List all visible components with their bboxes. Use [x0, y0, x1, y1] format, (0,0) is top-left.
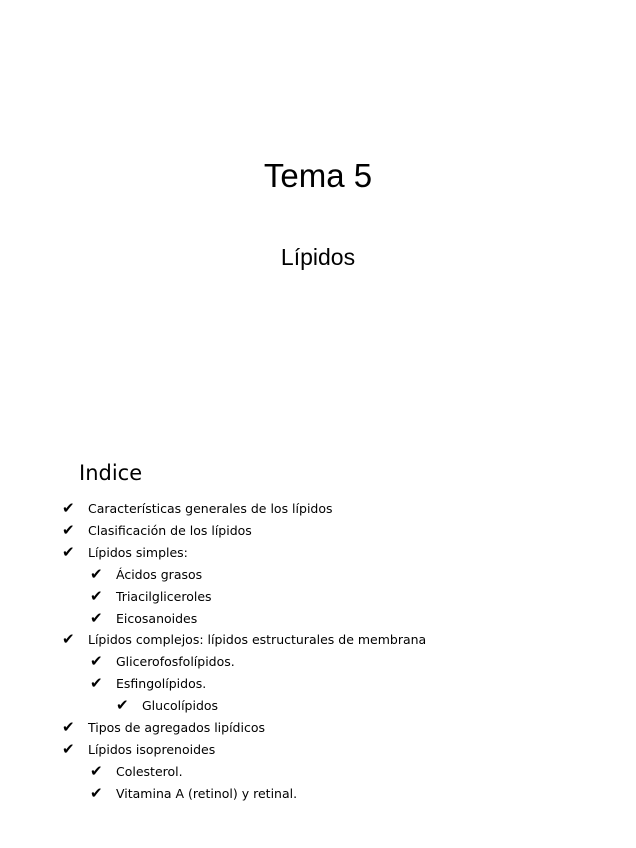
index-item-label: Colesterol.: [116, 764, 183, 779]
check-mark-icon: ✔: [62, 521, 75, 539]
index-item-label: Vitamina A (retinol) y retinal.: [116, 786, 298, 801]
check-mark-icon: ✔: [62, 630, 75, 648]
check-mark-icon: ✔: [62, 499, 75, 517]
check-mark-icon: ✔: [90, 652, 103, 670]
index-item-label: Tipos de agregados lipídicos: [88, 720, 265, 735]
index-item: [62, 739, 215, 759]
index-item: [90, 651, 235, 671]
index-heading: Indice: [79, 461, 143, 485]
index-item: [90, 673, 206, 693]
index-item: [62, 520, 252, 540]
index-item-label: Triacilgliceroles: [116, 589, 212, 604]
page-title: Tema 5: [263, 157, 373, 194]
check-mark-icon: ✔: [90, 565, 103, 583]
check-mark-icon: ✔: [90, 784, 103, 802]
index-item: [62, 717, 265, 737]
index-item-label: Esfingolípidos.: [116, 676, 207, 691]
index-item-label: Glucolípidos: [142, 698, 219, 713]
index-item-label: Lípidos complejos: lípidos estructurales de membrana: [88, 632, 427, 647]
page-subtitle: Lípidos: [280, 244, 356, 270]
index-item: [90, 761, 183, 781]
check-mark-icon: ✔: [90, 762, 103, 780]
check-mark-icon: ✔: [62, 718, 75, 736]
index-item: [62, 629, 426, 649]
index-item: [90, 586, 212, 606]
check-mark-icon: ✔: [90, 674, 103, 692]
index-item: [90, 783, 297, 803]
index-item: [90, 608, 197, 628]
index-item: [62, 498, 333, 518]
index-item-label: Eicosanoides: [116, 611, 198, 626]
index-item: [62, 542, 188, 562]
index-item-label: Lípidos simples:: [88, 545, 188, 560]
index-item-label: Características generales de los lípidos: [88, 501, 333, 516]
index-item: [90, 564, 202, 584]
check-mark-icon: ✔: [90, 587, 103, 605]
index-item-label: Clasificación de los lípidos: [88, 523, 252, 538]
index-item: [116, 695, 218, 715]
check-mark-icon: ✔: [116, 696, 129, 714]
index-item-label: Ácidos grasos: [116, 567, 203, 582]
check-mark-icon: ✔: [90, 609, 103, 627]
index-item-label: Lípidos isoprenoides: [88, 742, 216, 757]
check-mark-icon: ✔: [62, 740, 75, 758]
index-item-label: Glicerofosfolípidos.: [116, 654, 235, 669]
check-mark-icon: ✔: [62, 543, 75, 561]
